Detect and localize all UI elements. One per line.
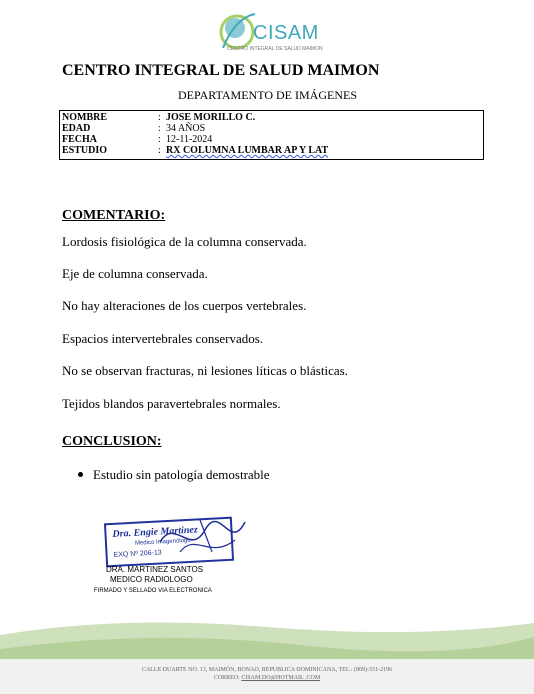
patient-value: JOSE MORILLO C. bbox=[166, 112, 256, 123]
stamp-name: Dra. Engie Martinez bbox=[112, 524, 198, 540]
patient-label: ESTUDIO bbox=[62, 145, 108, 156]
stamp-role: Medico Imagenólogo bbox=[134, 537, 191, 547]
footer-email-address[interactable]: CISAM.DO@HOTMAIL .COM bbox=[241, 675, 321, 681]
patient-info-box bbox=[59, 110, 484, 160]
comment-line: Tejidos blandos paravertebrales normales. bbox=[62, 396, 281, 411]
patient-colon: : bbox=[158, 112, 161, 123]
conclusion-item: Estudio sin patología demostrable bbox=[93, 467, 270, 482]
footer-wave bbox=[0, 615, 534, 694]
conclusion-heading: CONCLUSION: bbox=[62, 434, 162, 449]
signed-note: FIRMADO Y SELLADO VIA ELECTRONICA bbox=[94, 588, 212, 594]
comment-line: No se observan fracturas, ni lesiones líticas o blásticas. bbox=[62, 363, 348, 378]
stamp-exequatur: EXQ Nº 206-13 bbox=[113, 549, 162, 559]
handwritten-signature-icon bbox=[150, 512, 250, 564]
footer-email-prefix: CORREO: bbox=[213, 675, 240, 681]
clinic-logo bbox=[205, 8, 345, 60]
patient-colon: : bbox=[158, 123, 161, 134]
patient-value: 12-11-2024 bbox=[166, 134, 213, 145]
patient-colon: : bbox=[158, 145, 161, 156]
bullet-icon bbox=[78, 472, 83, 477]
patient-value: RX COLUMNA LUMBAR AP Y LAT bbox=[166, 145, 329, 156]
patient-label: NOMBRE bbox=[62, 112, 107, 123]
patient-value: 34 AÑOS bbox=[166, 123, 206, 134]
comment-heading: COMENTARIO: bbox=[62, 208, 166, 223]
doctor-name: DRA. MARTINEZ SANTOS bbox=[106, 565, 204, 574]
comment-line: Lordosis fisiológica de la columna conservada. bbox=[62, 234, 307, 249]
logo-tagline: CENTRO INTEGRAL DE SALUD MAIMON bbox=[227, 46, 323, 52]
comment-line: Eje de columna conservada. bbox=[62, 266, 208, 281]
logo-brand: CISAM bbox=[253, 22, 319, 44]
comment-line: Espacios intervertebrales conservados. bbox=[62, 331, 264, 346]
footer-address: CALLE DUARTE NO. 13, MAIMÓN, BONAO, REPUBLICA DOMINICANA, TEL.: (809)-551-2196 bbox=[141, 667, 393, 673]
patient-label: FECHA bbox=[62, 134, 97, 145]
patient-label: EDAD bbox=[62, 123, 91, 134]
comment-line: No hay alteraciones de los cuerpos vertebrales. bbox=[62, 298, 307, 313]
patient-colon: : bbox=[158, 134, 161, 145]
doctor-role: MEDICO RADIOLOGO bbox=[110, 575, 193, 584]
organization-name: CENTRO INTEGRAL DE SALUD MAIMON bbox=[62, 62, 380, 79]
footer-email bbox=[0, 675, 534, 681]
department-name: DEPARTAMENTO DE IMÁGENES bbox=[178, 88, 357, 102]
